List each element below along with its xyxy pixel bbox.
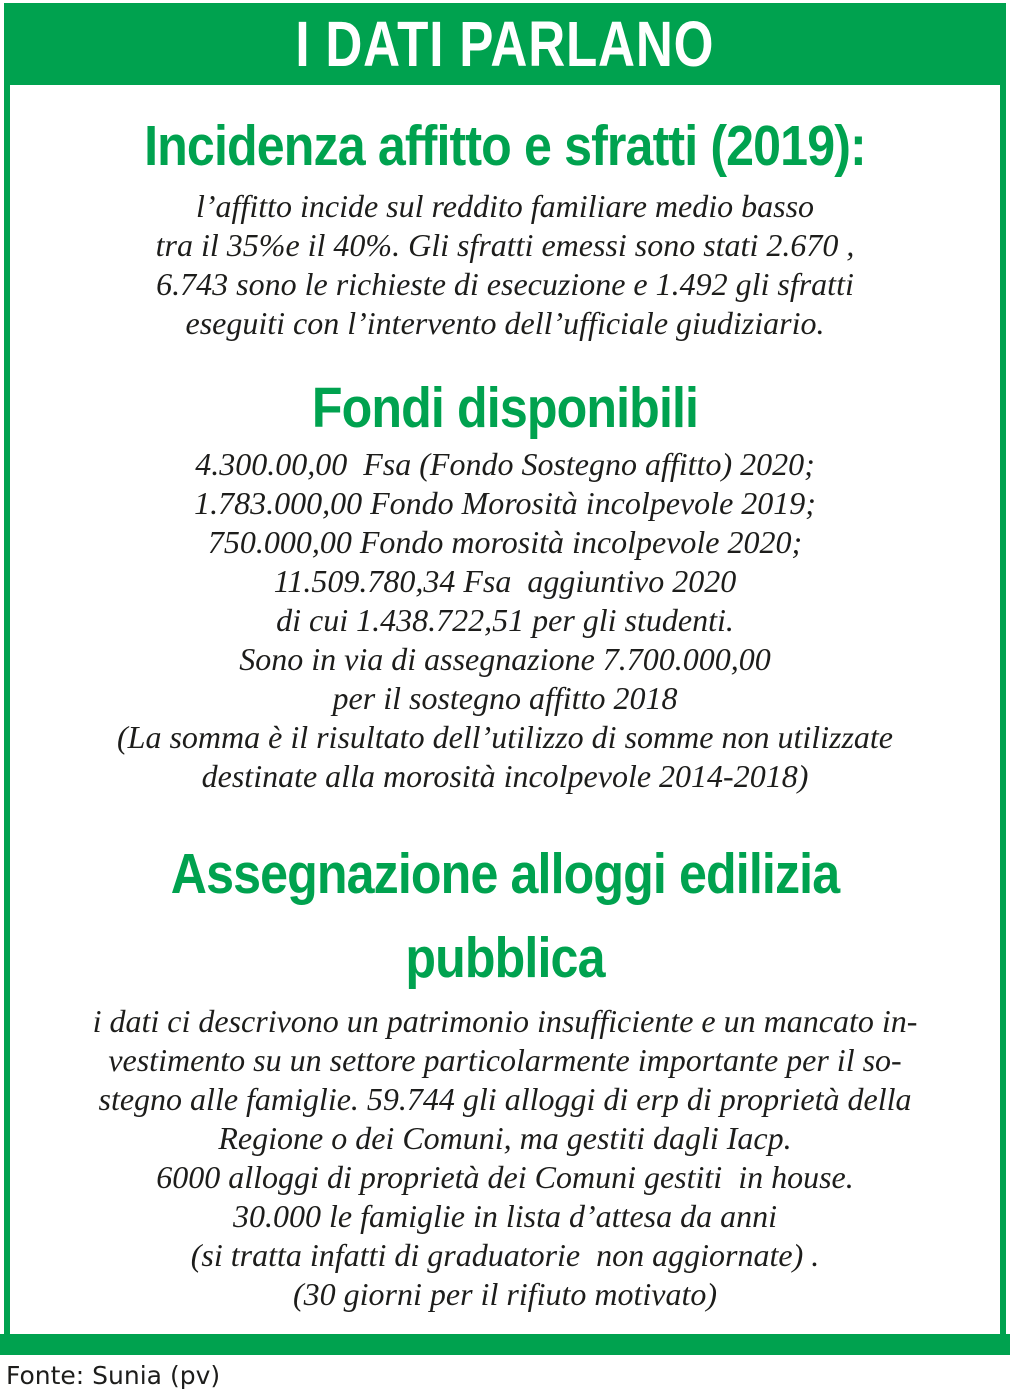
body-line: Sono in via di assegnazione 7.700.000,00 xyxy=(239,641,771,677)
body-line: (La somma è il risultato dell’utilizzo di somme non utilizzate xyxy=(116,719,893,755)
section-body-incidenza xyxy=(10,187,1000,343)
section-heading-incidenza: Incidenza affitto e sfratti (2019): xyxy=(144,114,866,178)
body-line: vestimento su un settore particolarmente importante per il so- xyxy=(108,1042,902,1078)
section-heading-assegnazione-line-1: Assegnazione alloggi edilizia xyxy=(170,842,840,906)
body-line: Regione o dei Comuni, ma gestiti dagli Iacp. xyxy=(218,1120,792,1156)
header-bar xyxy=(4,3,1006,85)
body-line: 6000 alloggi di proprietà dei Comuni gestiti in house. xyxy=(156,1159,854,1195)
body-line: (si tratta infatti di graduatorie non aggiornate) . xyxy=(190,1237,820,1273)
body-line: stegno alle famiglie. 59.744 gli alloggi di erp di proprietà della xyxy=(98,1081,912,1117)
section-fondi-disponibili xyxy=(10,377,1000,796)
body-line: 6.743 sono le richieste di esecuzione e 1.492 gli sfratti xyxy=(156,266,854,302)
body-line: (30 giorni per il rifiuto motivato) xyxy=(293,1276,717,1312)
content-box xyxy=(4,85,1006,1334)
section-heading-assegnazione-line-2: pubblica xyxy=(405,926,605,990)
body-line: 30.000 le famiglie in lista d’attesa da anni xyxy=(233,1198,777,1234)
body-line: 750.000,00 Fondo morosità incolpevole 2020; xyxy=(207,524,803,560)
section-heading-fondi: Fondi disponibili xyxy=(311,376,699,440)
section-incidenza-affitto xyxy=(10,115,1000,343)
section-body-fondi xyxy=(10,445,1000,796)
body-line: 11.509.780,34 Fsa aggiuntivo 2020 xyxy=(273,563,737,599)
source-note: Fonte: Sunia (pv) xyxy=(6,1361,221,1390)
body-line: 1.783.000,00 Fondo Morosità incolpevole 2019; xyxy=(194,485,816,521)
section-assegnazione-alloggi xyxy=(10,832,1000,1314)
section-body-assegnazione xyxy=(10,1002,1000,1314)
bottom-green-bar xyxy=(0,1334,1010,1355)
body-line: eseguiti con l’intervento dell’ufficiale giudiziario. xyxy=(185,305,825,341)
body-line: l’affitto incide sul reddito familiare medio basso xyxy=(195,188,815,224)
body-line: destinate alla morosità incolpevole 2014-2018) xyxy=(201,758,809,794)
body-line: di cui 1.438.722,51 per gli studenti. xyxy=(276,602,734,638)
body-line: tra il 35%e il 40%. Gli sfratti emessi sono stati 2.670 , xyxy=(155,227,855,263)
body-line: i dati ci descrivono un patrimonio insufficiente e un mancato in- xyxy=(92,1003,918,1039)
body-line: per il sostegno affitto 2018 xyxy=(332,680,678,716)
page-title: I DATI PARLANO xyxy=(295,8,715,80)
body-line: 4.300.00,00 Fsa (Fondo Sostegno affitto) 2020; xyxy=(195,446,815,482)
